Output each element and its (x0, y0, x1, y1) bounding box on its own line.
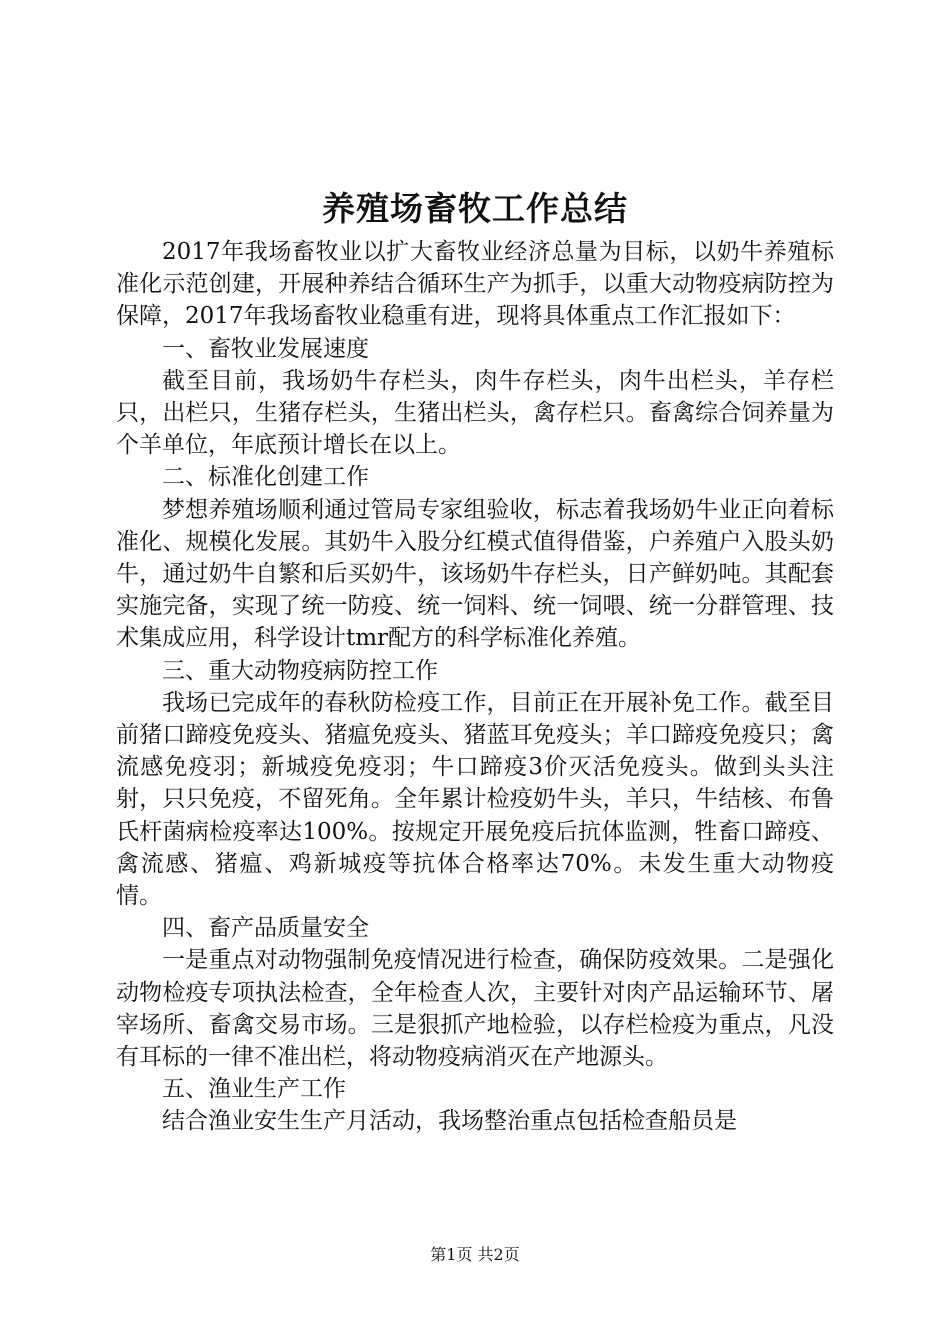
intro-paragraph: 2017年我场畜牧业以扩大畜牧业经济总量为目标，以奶牛养殖标准化示范创建，开展种养结合循环生产为抓手，以重大动物疫病防控为保障，2017年我场畜牧业稳重有进，现将具体重点工作汇报如下： (116, 239, 834, 330)
section-heading-4: 四、畜产品质量安全 (162, 915, 369, 942)
section-heading-3: 三、重大动物疫病防控工作 (162, 657, 438, 684)
section-2-paragraph: 梦想养殖场顺利通过管局专家组验收，标志着我场奶牛业正向着标准化、规模化发展。其奶牛入股分红模式值得借鉴，户养殖户入股头奶牛，通过奶牛自繁和后买奶牛，该场奶牛存栏头，日产鲜奶吨。其配套实施完备，实现了统一防疫、统一饲料、统一饲喂、统一分群管理、技术集成应用，科学设计tmr配方的科学标准化养殖。 (116, 496, 834, 652)
section-heading-1: 一、畜牧业发展速度 (162, 335, 369, 362)
document-body (116, 236, 834, 1138)
document-title: 养殖场畜牧工作总结 (322, 189, 628, 228)
section-5-paragraph: 结合渔业安生生产月活动，我场整治重点包括检查船员是 (162, 1108, 737, 1135)
section-3-paragraph: 我场已完成年的春秋防检疫工作，目前正在开展补免工作。截至目前猪口蹄疫免疫头、猪瘟免疫头、猪蓝耳免疫头；羊口蹄疫免疫只；禽流感免疫羽；新城疫免疫羽；牛口蹄疫3价灭活免疫头。做到头头注射，只只免疫，不留死角。全年累计检疫奶牛头，羊只，牛结核、布鲁氏杆菌病检疫率达100%。按规定开展免疫后抗体监测，牲畜口蹄疫、禽流感、猪瘟、鸡新城疫等抗体合格率达70%。未发生重大动物疫情。 (116, 689, 834, 910)
section-4-paragraph: 一是重点对动物强制免疫情况进行检查，确保防疫效果。二是强化动物检疫专项执法检查，全年检查人次，主要针对肉产品运输环节、屠宰场所、畜禽交易市场。三是狠抓产地检验，以存栏检疫为重点，凡没有耳标的一律不准出栏，将动物疫病消灭在产地源头。 (116, 947, 834, 1071)
page-number-footer: 第1页 共2页 (430, 1245, 520, 1264)
section-heading-5: 五、渔业生产工作 (162, 1076, 346, 1103)
section-1-paragraph: 截至目前，我场奶牛存栏头，肉牛存栏头，肉牛出栏头，羊存栏只，出栏只，生猪存栏头，生猪出栏头，禽存栏只。畜禽综合饲养量为个羊单位，年底预计增长在以上。 (116, 367, 834, 459)
section-heading-2: 二、标准化创建工作 (162, 464, 369, 491)
